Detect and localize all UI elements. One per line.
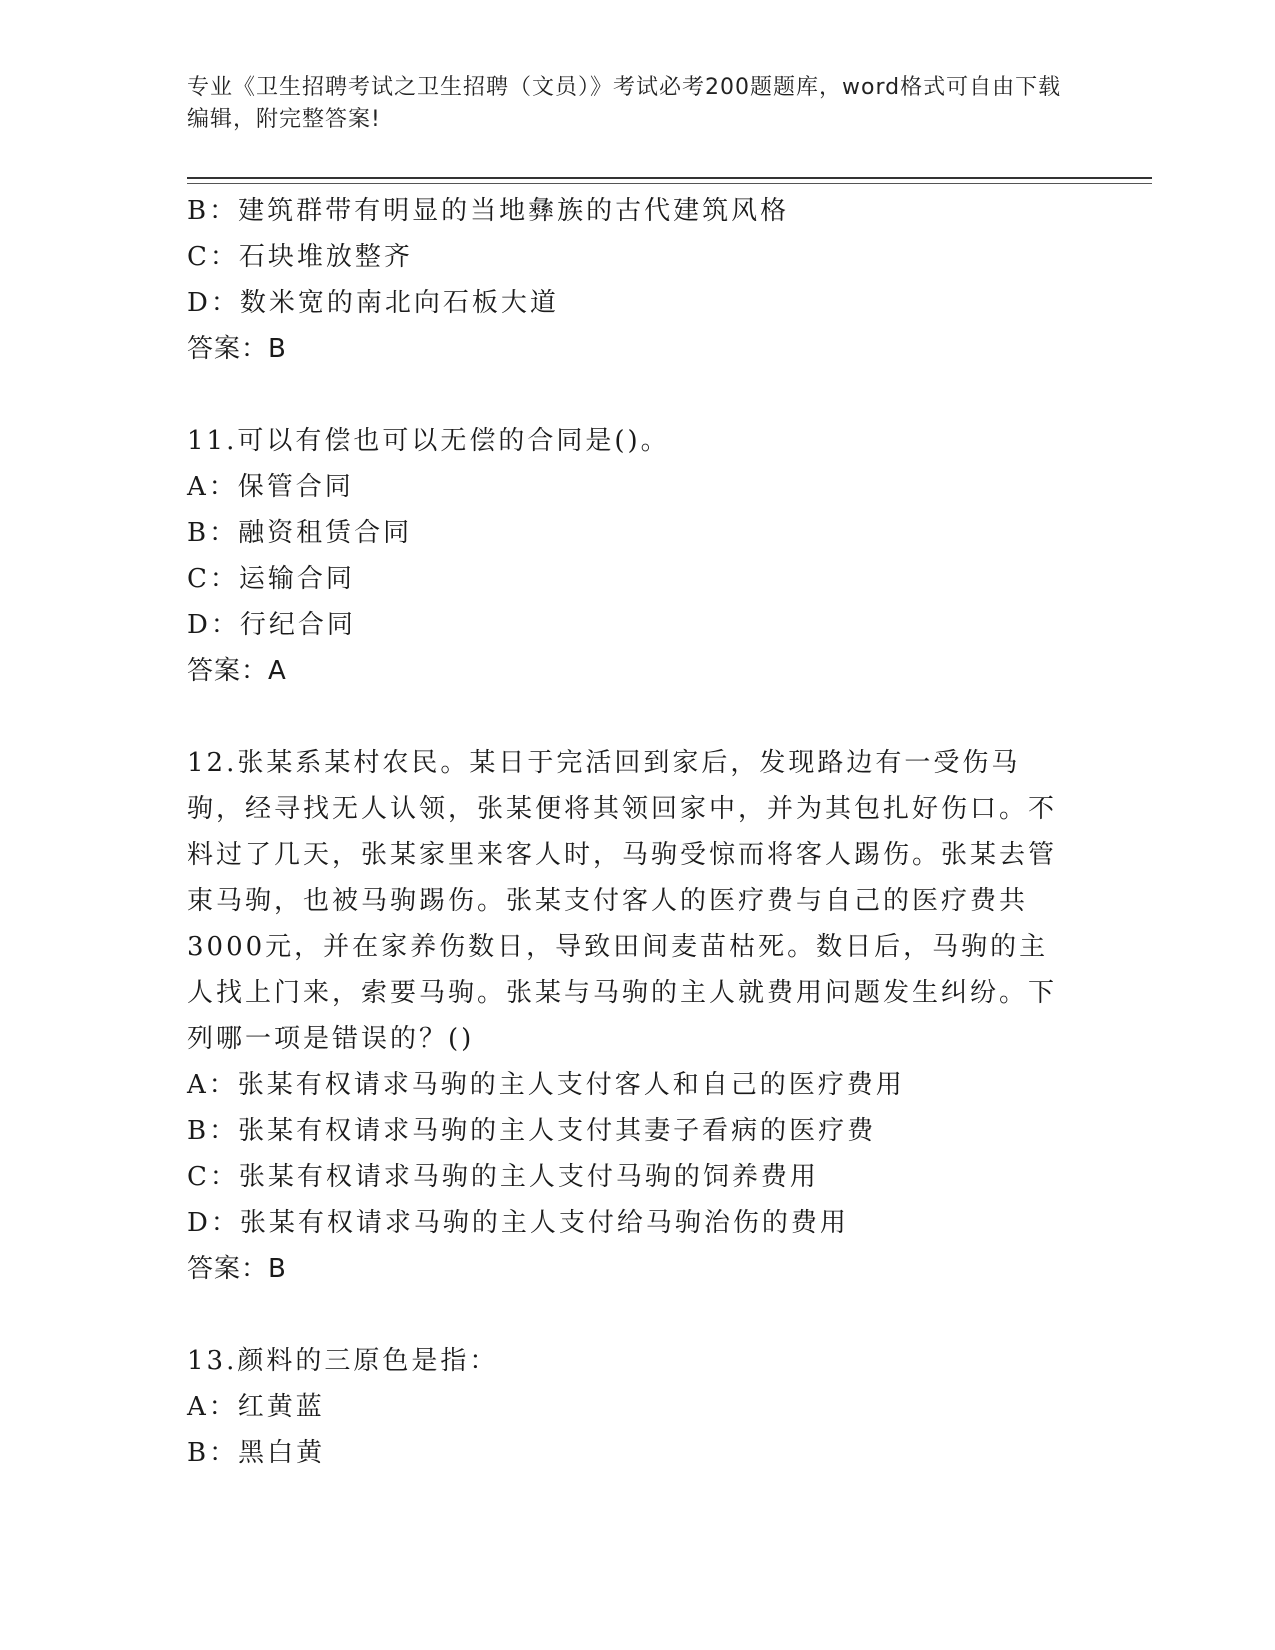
option-c: C：石块堆放整齐	[187, 242, 413, 272]
spacer	[187, 372, 1087, 418]
option-d: D：张某有权请求马驹的主人支付给马驹治伤的费用	[187, 1208, 849, 1238]
answer-line: 答案：A	[187, 656, 287, 686]
option-d: D：行纪合同	[187, 610, 356, 640]
previous-question	[187, 188, 1087, 372]
header-divider-thick	[187, 177, 1152, 179]
option-c: C：运输合同	[187, 564, 355, 594]
option-d: D：数米宽的南北向石板大道	[187, 288, 559, 318]
document-header: 专业《卫生招聘考试之卫生招聘（文员）》考试必考200题题库，word格式可自由下载编辑，附完整答案!	[187, 75, 1062, 132]
option-a: A：张某有权请求马驹的主人支付客人和自己的医疗费用	[187, 1070, 905, 1100]
question-stem: 13.颜料的三原色是指：	[187, 1346, 499, 1376]
option-b: B：张某有权请求马驹的主人支付其妻子看病的医疗费	[187, 1116, 877, 1146]
answer-line: 答案：B	[187, 334, 287, 364]
question-11	[187, 418, 1087, 694]
question-12	[187, 740, 1087, 1292]
question-stem: 11.可以有偿也可以无偿的合同是()。	[187, 426, 670, 456]
option-c: C：张某有权请求马驹的主人支付马驹的饲养费用	[187, 1162, 819, 1192]
question-stem: 12.张某系某村农民。某日于完活回到家后，发现路边有一受伤马驹，经寻找无人认领，张某便将其领回家中，并为其包扎好伤口。不料过了几天，张某家里来客人时，马驹受惊而将客人踢伤。张某去管束马驹，也被马驹踢伤。张某支付客人的医疗费与自己的医疗费共3000元，并在家养伤数日，导致田间麦苗枯死。数日后，马驹的主人找上门来，索要马驹。张某与马驹的主人就费用问题发生纠纷。下列哪一项是错误的？()	[187, 748, 1058, 1054]
header-divider-thin	[187, 183, 1152, 184]
option-b: B：黑白黄	[187, 1438, 326, 1468]
option-b: B：融资租赁合同	[187, 518, 413, 548]
question-content	[187, 188, 1087, 1476]
question-13	[187, 1338, 1087, 1476]
option-b: B：建筑群带有明显的当地彝族的古代建筑风格	[187, 196, 790, 226]
option-a: A：保管合同	[187, 472, 354, 502]
answer-line: 答案：B	[187, 1254, 287, 1284]
option-a: A：红黄蓝	[187, 1392, 325, 1422]
spacer	[187, 694, 1087, 740]
spacer	[187, 1292, 1087, 1338]
